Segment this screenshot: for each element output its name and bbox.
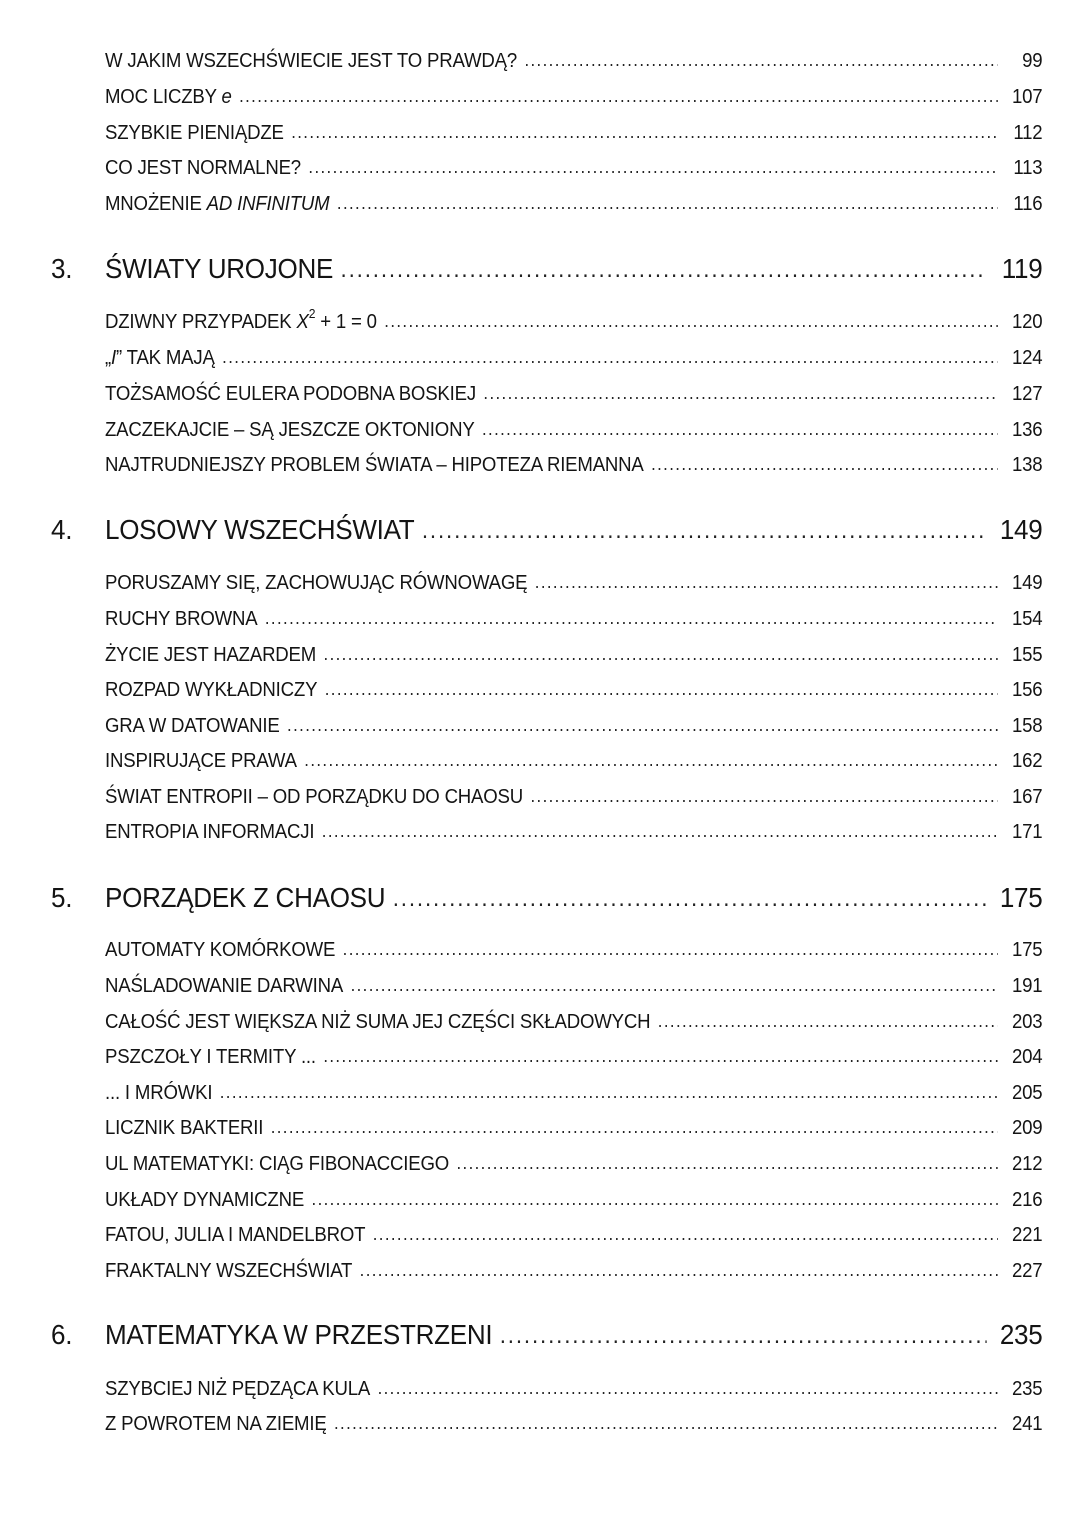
toc-entry	[105, 1260, 1042, 1290]
entry-title-italic: X	[296, 311, 309, 333]
entry-title-italic: e	[221, 86, 232, 108]
chapter-title: MATEMATYKA W PRZESTRZENI	[105, 1319, 493, 1350]
dot-leader	[220, 1082, 998, 1103]
entry-title: UL MATEMATYKI: CIĄG FIBONACCIEGO	[105, 1153, 450, 1175]
toc-entry	[105, 715, 1042, 745]
toc-entry	[105, 1224, 1042, 1254]
chapter-entry	[51, 253, 1043, 291]
chapter-number: 6.	[51, 1319, 73, 1350]
dot-leader	[337, 193, 998, 214]
entry-title: TOŻSAMOŚĆ EULERA PODOBNA BOSKIEJ	[105, 383, 476, 405]
entry-page: 149	[1011, 572, 1043, 594]
entry-title: CO JEST NORMALNE?	[105, 157, 301, 179]
entry-title: SZYBKIE PIENIĄDZE	[105, 122, 284, 144]
entry-page: 221	[1011, 1224, 1043, 1246]
toc-entry	[105, 347, 1042, 377]
entry-title-tail: + 1 = 0	[315, 311, 377, 333]
entry-page: 136	[1011, 419, 1043, 441]
entry-page: 205	[1011, 1082, 1043, 1104]
dot-leader	[304, 750, 998, 771]
entry-title-text: MNOŻENIE	[105, 193, 207, 215]
toc-entry	[105, 786, 1042, 816]
entry-page: 235	[1011, 1378, 1043, 1400]
dot-leader	[222, 347, 998, 368]
toc-entry	[105, 608, 1042, 638]
entry-title-italic: AD INFINITUM	[206, 193, 330, 215]
entry-title: SZYBCIEJ NIŻ PĘDZĄCA KULA	[105, 1378, 371, 1400]
entry-page: 162	[1011, 750, 1043, 772]
dot-leader	[360, 1260, 998, 1281]
dot-leader	[325, 679, 998, 700]
dot-leader	[651, 454, 998, 475]
entry-title	[105, 86, 232, 109]
entry-page: 216	[1011, 1189, 1043, 1211]
toc-entry	[105, 975, 1042, 1005]
dot-leader	[324, 644, 998, 665]
entry-page: 124	[1011, 347, 1043, 369]
chapter-page: 235	[999, 1319, 1043, 1350]
dot-leader	[422, 517, 987, 545]
entry-page: 191	[1011, 975, 1043, 997]
toc-entry	[105, 1011, 1042, 1041]
entry-title: W JAKIM WSZECHŚWIECIE JEST TO PRAWDĄ?	[105, 50, 518, 72]
toc-entry	[105, 750, 1042, 780]
dot-leader	[456, 1153, 997, 1174]
entry-title: NAJTRUDNIEJSZY PROBLEM ŚWIATA – HIPOTEZA RIEMANNA	[105, 454, 644, 476]
entry-page: 167	[1011, 786, 1043, 808]
dot-leader	[535, 572, 998, 593]
chapter-page: 119	[1001, 253, 1043, 284]
toc-entry	[105, 1378, 1042, 1408]
toc-entry	[105, 572, 1042, 602]
entry-page: 241	[1011, 1413, 1043, 1435]
entry-page: 155	[1011, 644, 1043, 666]
toc-entry	[105, 679, 1042, 709]
entry-title	[105, 193, 329, 216]
entry-title	[105, 306, 377, 334]
dot-leader	[393, 885, 987, 913]
entry-page: 212	[1011, 1153, 1043, 1175]
entry-title: INSPIRUJĄCE PRAWA	[105, 750, 297, 772]
entry-title: ROZPAD WYKŁADNICZY	[105, 679, 318, 701]
toc-entry	[105, 1189, 1042, 1219]
chapter-entry	[51, 1319, 1043, 1357]
entry-title: ŚWIAT ENTROPII – OD PORZĄDKU DO CHAOSU	[105, 786, 524, 808]
entry-title: FRAKTALNY WSZECHŚWIAT	[105, 1260, 353, 1282]
entry-title-prefix: „	[105, 347, 112, 369]
dot-leader	[323, 1046, 997, 1067]
entry-page: 113	[1013, 157, 1043, 179]
entry-page: 116	[1013, 193, 1043, 215]
toc-entry	[105, 939, 1042, 969]
entry-page: 158	[1011, 715, 1043, 737]
dot-leader	[482, 419, 998, 440]
dot-leader	[530, 786, 997, 807]
toc-entry	[105, 1046, 1042, 1076]
toc-entry	[105, 454, 1042, 484]
entry-title: LICZNIK BAKTERII	[105, 1117, 264, 1139]
chapter-page: 175	[999, 882, 1043, 913]
dot-leader	[265, 608, 998, 629]
dot-leader	[378, 1378, 998, 1399]
toc-entry	[105, 306, 1043, 341]
toc-entry	[105, 50, 1042, 80]
entry-page: 156	[1011, 679, 1043, 701]
toc-entry	[105, 1117, 1042, 1147]
dot-leader	[384, 311, 998, 332]
entry-title: UKŁADY DYNAMICZNE	[105, 1189, 305, 1211]
chapter-title: LOSOWY WSZECHŚWIAT	[105, 514, 415, 545]
entry-page: 204	[1011, 1046, 1043, 1068]
entry-page: 138	[1011, 454, 1043, 476]
toc-entry	[105, 86, 1042, 116]
chapter-title: ŚWIATY UROJONE	[105, 253, 334, 284]
dot-leader	[343, 939, 998, 960]
entry-title: PORUSZAMY SIĘ, ZACHOWUJĄC RÓWNOWAGĘ	[105, 572, 528, 594]
entry-title: ZACZEKAJCIE – SĄ JESZCZE OKTONIONY	[105, 419, 475, 441]
toc-entry	[105, 122, 1042, 152]
entry-title: ENTROPIA INFORMACJI	[105, 821, 315, 843]
entry-title-text: DZIWNY PRZYPADEK	[105, 311, 297, 333]
dot-leader	[322, 821, 998, 842]
toc-entry	[105, 383, 1042, 413]
dot-leader	[341, 256, 987, 284]
toc-entry	[105, 644, 1042, 674]
dot-leader	[373, 1224, 998, 1245]
dot-leader	[351, 975, 998, 996]
entry-title: CAŁOŚĆ JEST WIĘKSZA NIŻ SUMA JEJ CZĘŚCI SKŁADOWYCH	[105, 1011, 651, 1033]
entry-page: 107	[1011, 86, 1043, 108]
dot-leader	[239, 86, 998, 107]
chapter-entry	[51, 882, 1043, 920]
dot-leader	[312, 1189, 998, 1210]
dot-leader	[658, 1011, 998, 1032]
chapter-number: 4.	[51, 514, 73, 545]
entry-title: RUCHY BROWNA	[105, 608, 258, 630]
entry-title: GRA W DATOWANIE	[105, 715, 280, 737]
toc-entry	[105, 1082, 1042, 1112]
entry-title: ... I MRÓWKI	[105, 1082, 213, 1104]
entry-title-tail: ” TAK MAJĄ	[116, 347, 215, 369]
entry-title-italic: I	[111, 347, 117, 369]
entry-page: 227	[1011, 1260, 1043, 1282]
dot-leader	[524, 50, 997, 71]
entry-title: PSZCZOŁY I TERMITY ...	[105, 1046, 316, 1068]
entry-title-text: MOC LICZBY	[105, 86, 222, 108]
chapter-number: 3.	[51, 253, 73, 284]
entry-page: 99	[1022, 50, 1043, 72]
toc-entry	[105, 193, 1042, 223]
entry-title: AUTOMATY KOMÓRKOWE	[105, 939, 336, 961]
entry-title: ŻYCIE JEST HAZARDEM	[105, 644, 317, 666]
entry-page: 127	[1011, 383, 1043, 405]
dot-leader	[287, 715, 998, 736]
toc-entry	[105, 419, 1042, 449]
toc-entry	[105, 1413, 1042, 1443]
entry-page: 112	[1013, 122, 1043, 144]
entry-page: 203	[1011, 1011, 1043, 1033]
entry-title: Z POWROTEM NA ZIEMIĘ	[105, 1413, 327, 1435]
chapter-number: 5.	[51, 882, 73, 913]
entry-title-sup: 2	[308, 306, 316, 322]
dot-leader	[291, 122, 998, 143]
toc-entry	[105, 157, 1042, 187]
dot-leader	[334, 1413, 998, 1434]
dot-leader	[483, 383, 997, 404]
toc-entry	[105, 1153, 1042, 1183]
dot-leader	[308, 157, 997, 178]
entry-page: 209	[1011, 1117, 1043, 1139]
dot-leader	[271, 1117, 998, 1138]
chapter-page: 149	[999, 514, 1043, 545]
chapter-entry	[51, 514, 1043, 552]
entry-title: FATOU, JULIA I MANDELBROT	[105, 1224, 366, 1246]
entry-page: 154	[1011, 608, 1043, 630]
dot-leader	[500, 1322, 987, 1350]
chapter-title: PORZĄDEK Z CHAOSU	[105, 882, 386, 913]
entry-title: NAŚLADOWANIE DARWINA	[105, 975, 344, 997]
entry-page: 171	[1011, 821, 1043, 843]
entry-title	[105, 347, 215, 370]
entry-page: 175	[1011, 939, 1043, 961]
entry-page: 120	[1011, 311, 1043, 333]
toc-entry	[105, 821, 1042, 851]
